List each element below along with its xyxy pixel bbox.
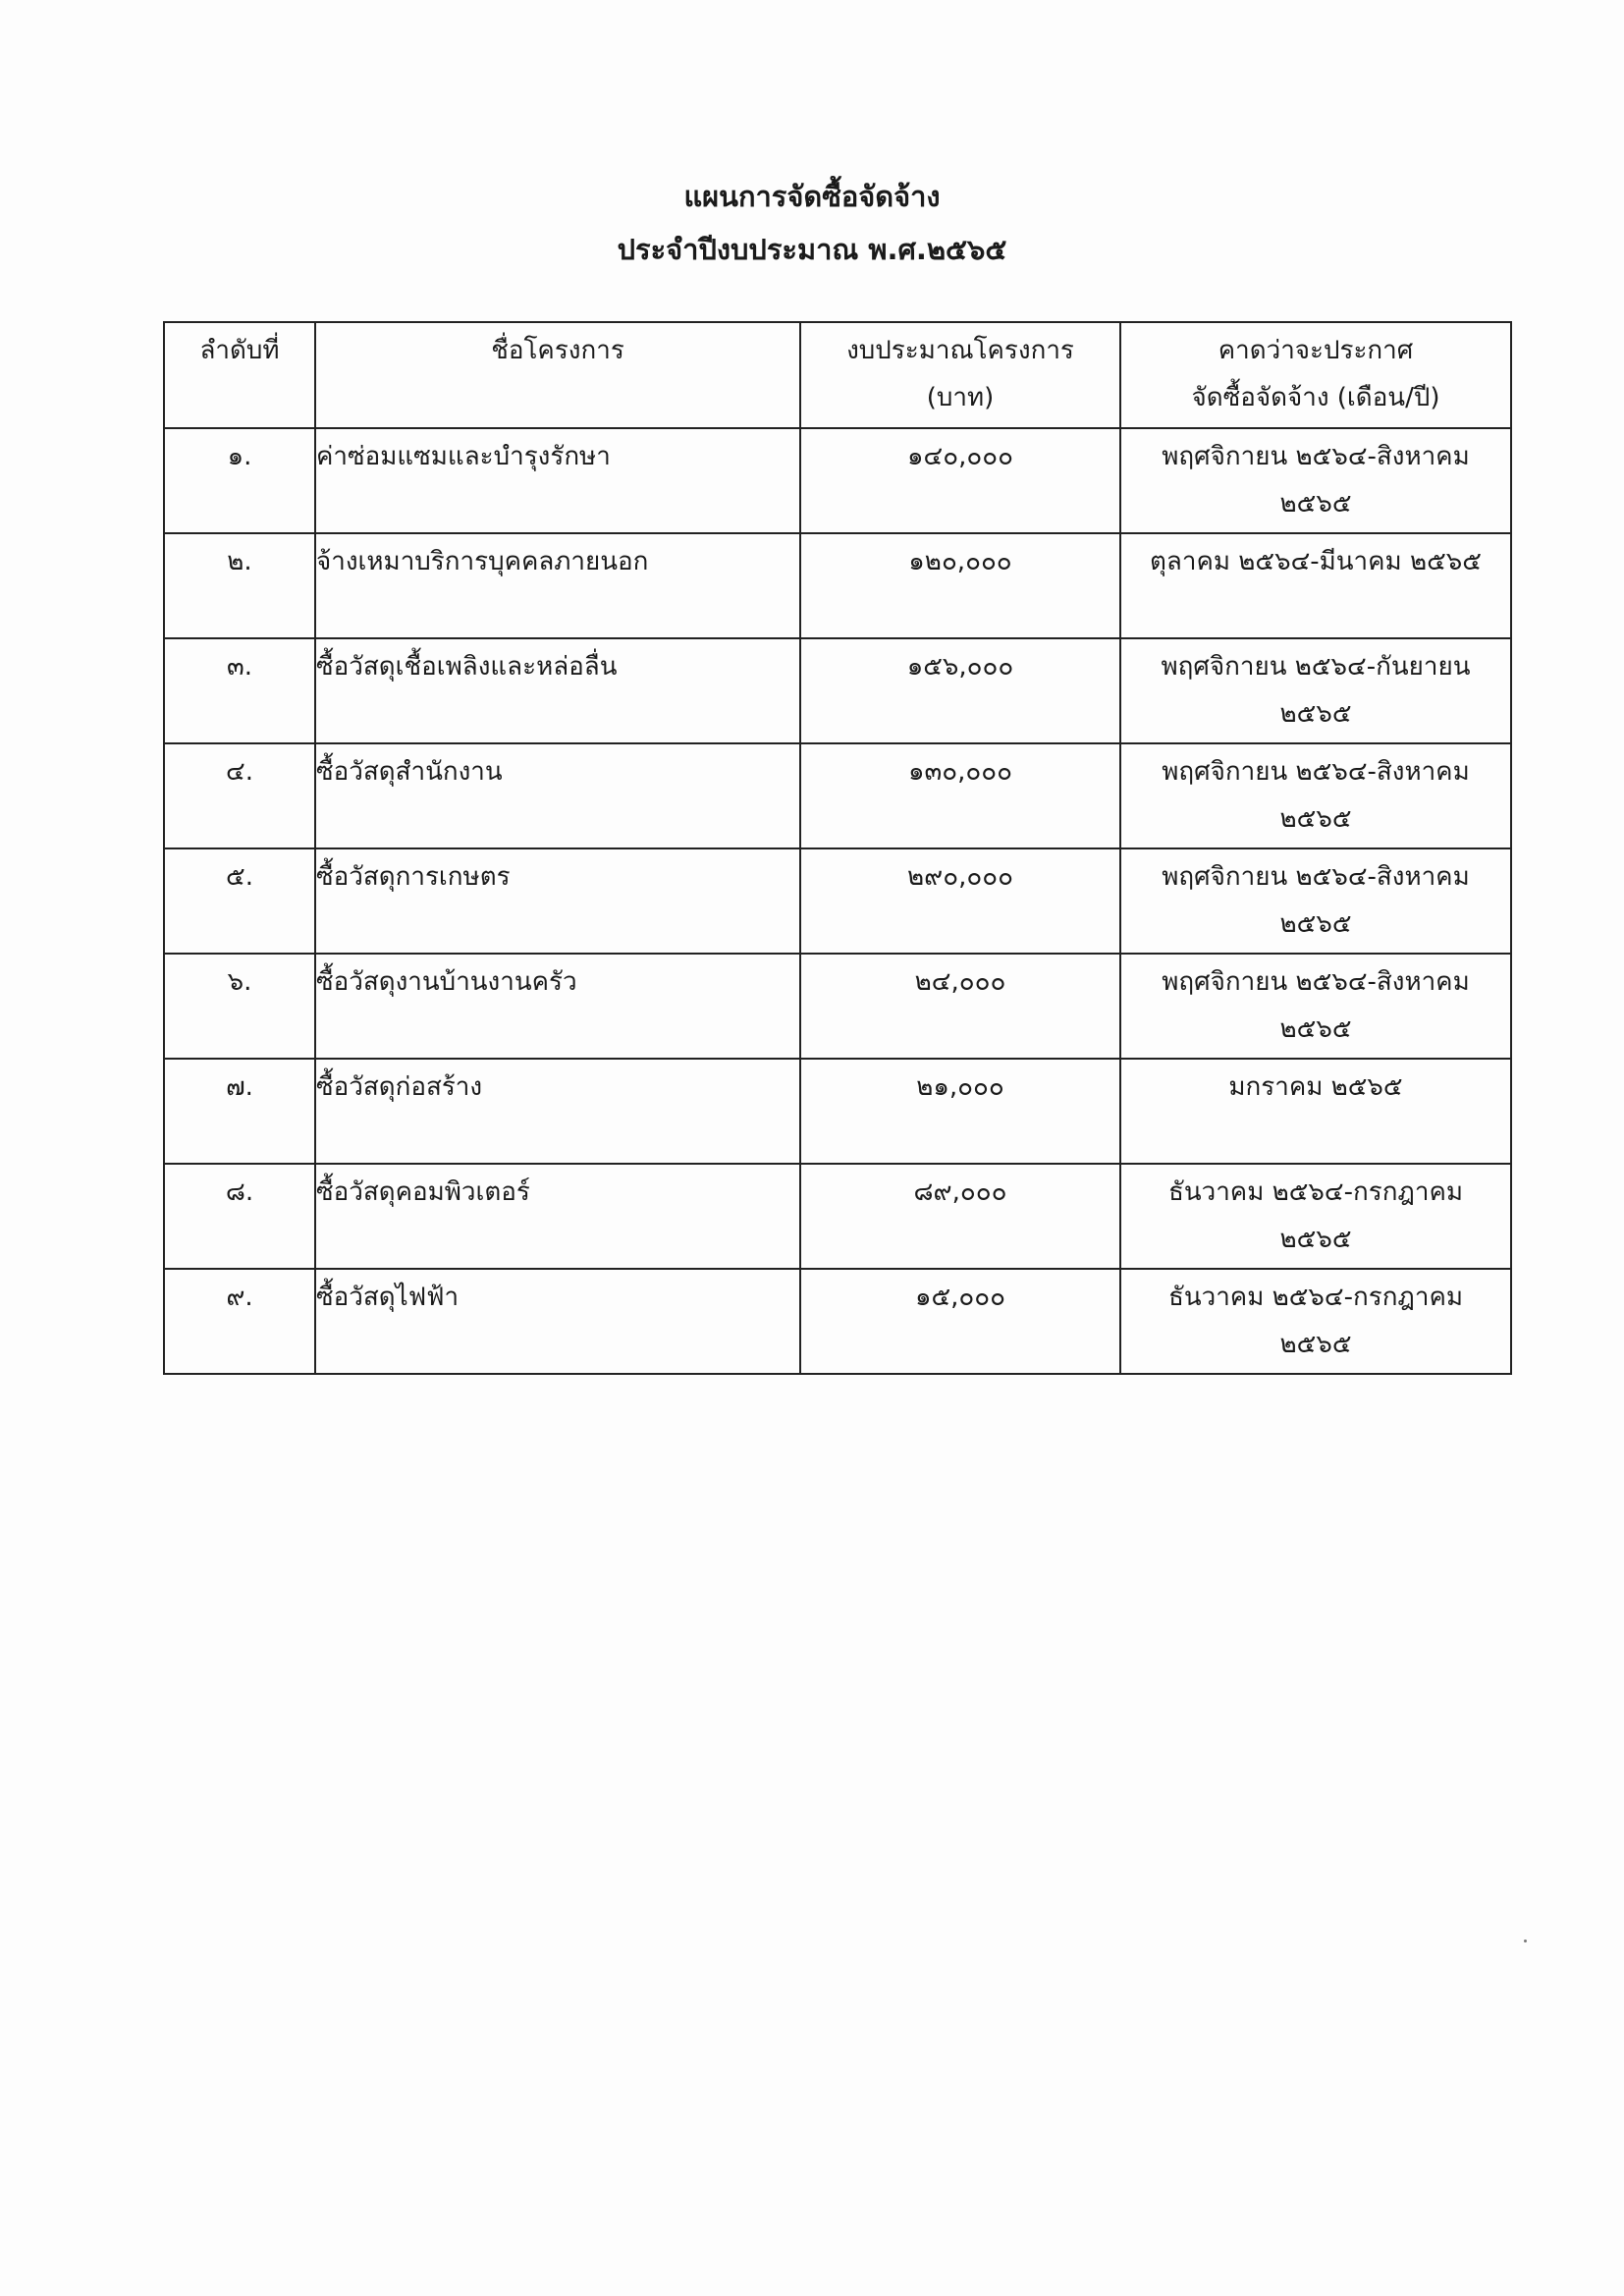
row-period-line1: พฤศจิกายน ๒๕๖๔-สิงหาคม <box>1162 442 1470 471</box>
table-row <box>164 954 1511 1059</box>
table-row <box>164 848 1511 954</box>
procurement-plan-table <box>163 321 1512 1375</box>
row-no: ๙. <box>164 1269 315 1374</box>
table-row <box>164 533 1511 638</box>
row-no: ๗. <box>164 1059 315 1164</box>
row-period <box>1120 954 1511 1059</box>
row-period-line2: ๒๕๖๕ <box>1279 699 1352 729</box>
row-project-name: ซื้อวัสดุไฟฟ้า <box>315 1269 800 1374</box>
row-period <box>1120 1269 1511 1374</box>
row-period <box>1120 533 1511 638</box>
row-project-name: ซื้อวัสดุคอมพิวเตอร์ <box>315 1164 800 1269</box>
row-no: ๔. <box>164 743 315 848</box>
row-period-line2: ๒๕๖๕ <box>1279 1014 1352 1044</box>
table-row <box>164 428 1511 533</box>
header-budget-line1: งบประมาณโครงการ <box>846 336 1074 365</box>
row-period <box>1120 1164 1511 1269</box>
row-period-line1: พฤศจิกายน ๒๕๖๔-สิงหาคม <box>1162 862 1470 892</box>
row-no: ๖. <box>164 954 315 1059</box>
row-period <box>1120 1059 1511 1164</box>
row-budget: ๑๓๐,๐๐๐ <box>800 743 1120 848</box>
row-period-line1: พฤศจิกายน ๒๕๖๔-กันยายน <box>1161 652 1471 682</box>
row-project-name: ค่าซ่อมแซมและบำรุงรักษา <box>315 428 800 533</box>
row-period <box>1120 638 1511 743</box>
row-project-name: ซื้อวัสดุก่อสร้าง <box>315 1059 800 1164</box>
table-row <box>164 638 1511 743</box>
document-title: แผนการจัดซื้อจัดจ้าง <box>683 180 941 213</box>
row-period-line1: มกราคม ๒๕๖๕ <box>1228 1072 1403 1102</box>
scan-speck <box>1524 1940 1527 1942</box>
row-period-line1: ตุลาคม ๒๕๖๔-มีนาคม ๒๕๖๕ <box>1150 547 1482 576</box>
row-no: ๒. <box>164 533 315 638</box>
row-no: ๘. <box>164 1164 315 1269</box>
header-period-line1: คาดว่าจะประกาศ <box>1218 336 1414 365</box>
header-period <box>1120 322 1511 428</box>
row-period <box>1120 743 1511 848</box>
table-row <box>164 743 1511 848</box>
row-project-name: ซื้อวัสดุการเกษตร <box>315 848 800 954</box>
row-period-line2: ๒๕๖๕ <box>1279 804 1352 834</box>
header-no: ลำดับที่ <box>164 322 315 428</box>
row-period <box>1120 848 1511 954</box>
row-budget: ๑๒๐,๐๐๐ <box>800 533 1120 638</box>
table-row <box>164 1059 1511 1164</box>
row-project-name: ซื้อวัสดุงานบ้านงานครัว <box>315 954 800 1059</box>
header-budget <box>800 322 1120 428</box>
row-project-name: ซื้อวัสดุเชื้อเพลิงและหล่อลื่น <box>315 638 800 743</box>
row-budget: ๒๑,๐๐๐ <box>800 1059 1120 1164</box>
row-period-line2: ๒๕๖๕ <box>1279 909 1352 939</box>
document-subtitle: ประจำปีงบประมาณ พ.ศ.๒๕๖๕ <box>617 233 1007 266</box>
row-budget: ๑๕๖,๐๐๐ <box>800 638 1120 743</box>
row-period-line2: ๒๕๖๕ <box>1279 489 1352 519</box>
row-no: ๕. <box>164 848 315 954</box>
table-row <box>164 1269 1511 1374</box>
table-row <box>164 1164 1511 1269</box>
row-budget: ๑๕,๐๐๐ <box>800 1269 1120 1374</box>
header-name: ชื่อโครงการ <box>315 322 800 428</box>
row-period-line1: พฤศจิกายน ๒๕๖๔-สิงหาคม <box>1162 757 1470 787</box>
row-no: ๑. <box>164 428 315 533</box>
row-period-line1: ธันวาคม ๒๕๖๔-กรกฎาคม <box>1167 1177 1464 1207</box>
row-period-line1: ธันวาคม ๒๕๖๔-กรกฎาคม <box>1167 1283 1464 1312</box>
header-period-line2: จัดซื้อจัดจ้าง (เดือน/ปี) <box>1191 383 1440 412</box>
row-budget: ๒๙๐,๐๐๐ <box>800 848 1120 954</box>
table-header-row <box>164 322 1511 428</box>
header-budget-line2: (บาท) <box>926 383 995 412</box>
row-project-name: จ้างเหมาบริการบุคคลภายนอก <box>315 533 800 638</box>
row-period-line1: พฤศจิกายน ๒๕๖๔-สิงหาคม <box>1162 967 1470 997</box>
row-period-line2: ๒๕๖๕ <box>1279 1330 1352 1359</box>
row-budget: ๘๙,๐๐๐ <box>800 1164 1120 1269</box>
row-budget: ๒๔,๐๐๐ <box>800 954 1120 1059</box>
row-project-name: ซื้อวัสดุสำนักงาน <box>315 743 800 848</box>
row-budget: ๑๔๐,๐๐๐ <box>800 428 1120 533</box>
row-no: ๓. <box>164 638 315 743</box>
row-period <box>1120 428 1511 533</box>
row-period-line2: ๒๕๖๕ <box>1279 1225 1352 1254</box>
